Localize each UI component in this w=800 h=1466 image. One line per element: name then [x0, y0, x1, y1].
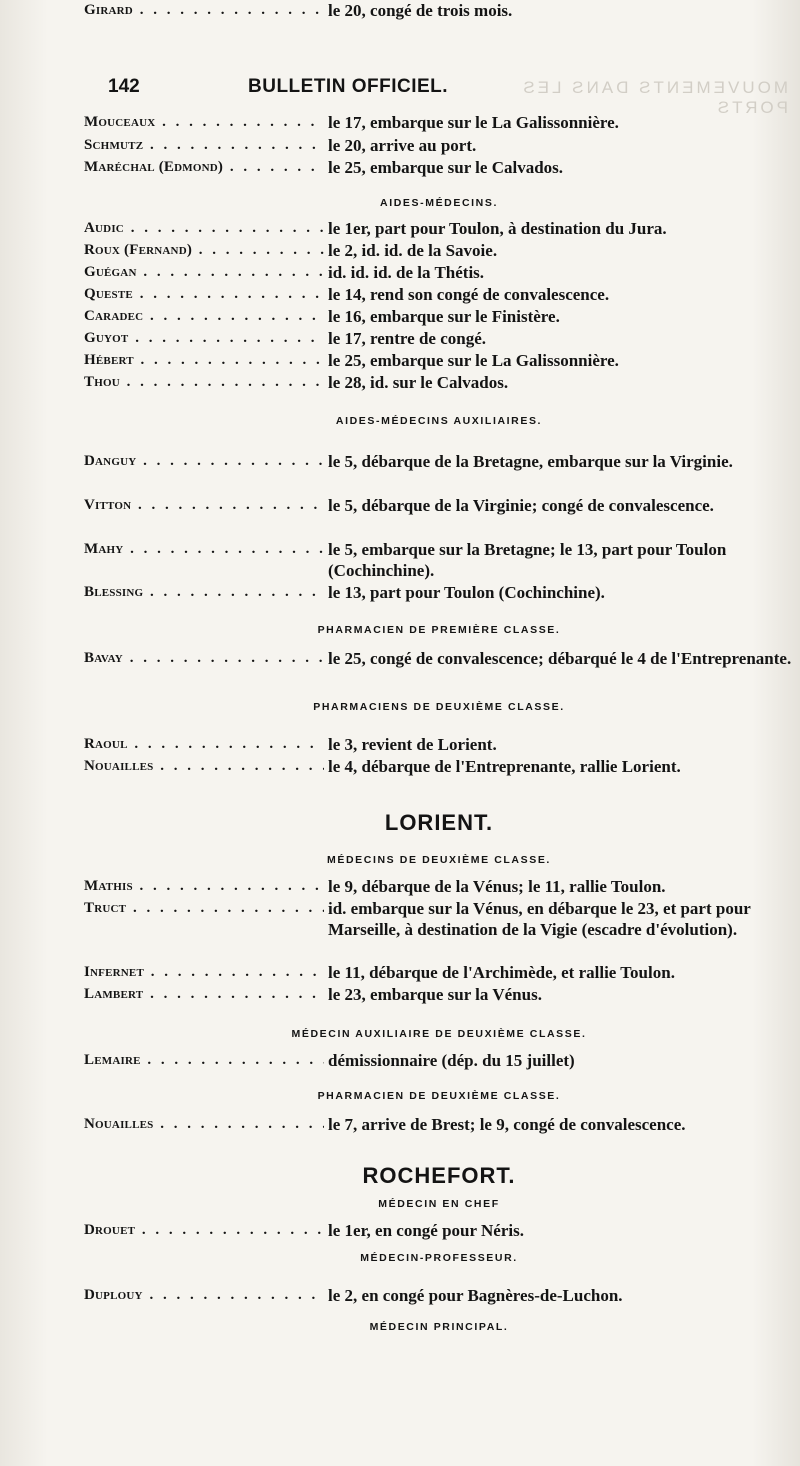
movement-detail: le 9, débarque de la Vénus; le 11, rallie Toulon.	[328, 877, 666, 896]
movement-detail: démissionnaire (dép. du 15 juillet)	[328, 1051, 575, 1070]
officer-name: Drouet . . .	[84, 1220, 324, 1241]
page-header	[108, 76, 788, 117]
movement-detail: le 16, embarque sur le Finistère.	[328, 307, 560, 326]
officer-name: Nouailles . . .	[84, 1114, 324, 1135]
port-heading: ROCHEFORT.	[362, 1163, 516, 1188]
officer-name: Schmutz . . .	[84, 135, 324, 156]
movement-detail: le 4, débarque de l'Entreprenante, rallie Lorient.	[328, 757, 681, 776]
page-number: 142	[108, 76, 140, 97]
section-heading: MÉDECINS DE DEUXIÈME CLASSE.	[327, 854, 551, 866]
officer-name: Duplouy . . .	[84, 1285, 324, 1306]
movement-detail: le 17, rentre de congé.	[328, 329, 486, 348]
movement-detail: le 23, embarque sur la Vénus.	[328, 985, 542, 1004]
movement-detail: le 14, rend son congé de convalescence.	[328, 285, 610, 304]
movement-detail: le 3, revient de Lorient.	[328, 735, 497, 754]
officer-name: Lambert . . .	[84, 984, 324, 1005]
movement-detail: le 1er, en congé pour Néris.	[328, 1221, 524, 1240]
movement-detail: le 7, arrive de Brest; le 9, congé de convalescence.	[328, 1115, 686, 1134]
officer-name: Raoul . . .	[84, 734, 324, 755]
section-heading: PHARMACIENS DE DEUXIÈME CLASSE.	[313, 701, 565, 713]
officer-name: Thou . . .	[84, 372, 324, 393]
port-heading: LORIENT.	[384, 810, 494, 835]
section-heading: MÉDECIN PRINCIPAL.	[369, 1321, 509, 1333]
movement-detail: id. id. id. de la Thétis.	[328, 263, 485, 282]
officer-name: Hébert . . .	[84, 350, 324, 371]
movement-detail: le 2, en congé pour Bagnères-de-Luchon.	[328, 1286, 623, 1305]
movement-detail: le 13, part pour Toulon (Cochinchine).	[328, 583, 605, 602]
officer-name: Maréchal (Edmond) . . .	[84, 157, 324, 178]
movement-detail: le 2, id. id. de la Savoie.	[328, 241, 498, 260]
movement-detail: le 25, embarque sur le Calvados.	[328, 158, 564, 177]
movement-detail: le 25, embarque sur le La Galissonnière.	[328, 351, 619, 370]
section-heading: MÉDECIN AUXILIAIRE DE DEUXIÈME CLASSE.	[291, 1028, 587, 1040]
officer-name: Lemaire . . .	[84, 1050, 324, 1071]
officer-name: Caradec . . .	[84, 306, 324, 327]
movement-detail: id. embarque sur la Vénus, en débarque le 23, et part pour Marseille, à destination de la Vigie (escadre d'évolution).	[328, 899, 751, 939]
movement-detail: le 5, débarque de la Virginie; congé de convalescence.	[328, 496, 714, 515]
officer-name: Danguy . . .	[84, 451, 324, 472]
officer-name: Truct . . .	[84, 898, 324, 919]
officer-name: Mahy . . .	[84, 539, 324, 560]
officer-name: Vitton . . .	[84, 495, 324, 516]
officer-name: Queste . . .	[84, 284, 324, 305]
officer-name: Infernet . . .	[84, 962, 324, 983]
section-heading: MÉDECIN EN CHEF	[378, 1198, 500, 1210]
officer-name: Blessing . . .	[84, 582, 324, 603]
officer-name: Guyot . . .	[84, 328, 324, 349]
officer-name: Girard . . .	[84, 0, 324, 21]
section-heading: PHARMACIEN DE PREMIÈRE CLASSE.	[317, 624, 561, 636]
movement-detail: le 20, congé de trois mois.	[328, 1, 513, 20]
running-title: BULLETIN OFFICIEL.	[248, 76, 449, 97]
movement-detail: le 25, congé de convalescence; débarqué le 4 de l'Entreprenante.	[328, 649, 792, 668]
movement-detail: le 11, débarque de l'Archimède, et rallie Toulon.	[328, 963, 675, 982]
section-heading: AIDES-MÉDECINS.	[380, 197, 498, 209]
officer-name: Bavay . . .	[84, 648, 324, 669]
bleed-through-text: MOUVEMENTS DANS LES PORTS	[520, 78, 788, 117]
officer-name: Guégan . . .	[84, 262, 324, 283]
officer-name: Nouailles . . .	[84, 756, 324, 777]
section-heading: PHARMACIEN DE DEUXIÈME CLASSE.	[317, 1090, 561, 1102]
movement-detail: le 20, arrive au port.	[328, 136, 477, 155]
officer-name: Audic . . .	[84, 218, 324, 239]
movement-detail: le 1er, part pour Toulon, à destination du Jura.	[328, 219, 667, 238]
movement-detail: le 28, id. sur le Calvados.	[328, 373, 509, 392]
movement-detail: le 5, débarque de la Bretagne, embarque sur la Virginie.	[328, 452, 733, 471]
officer-name: Roux (Fernand) . . .	[84, 240, 324, 261]
movement-detail: le 5, embarque sur la Bretagne; le 13, part pour Toulon (Cochinchine).	[328, 540, 727, 580]
officer-name: Mouceaux . . .	[84, 112, 324, 133]
officer-name: Mathis . . .	[84, 876, 324, 897]
section-heading: AIDES-MÉDECINS AUXILIAIRES.	[335, 415, 543, 427]
section-heading: MÉDECIN-PROFESSEUR.	[360, 1252, 518, 1264]
movement-detail: le 17, embarque sur le La Galissonnière.	[328, 113, 619, 132]
